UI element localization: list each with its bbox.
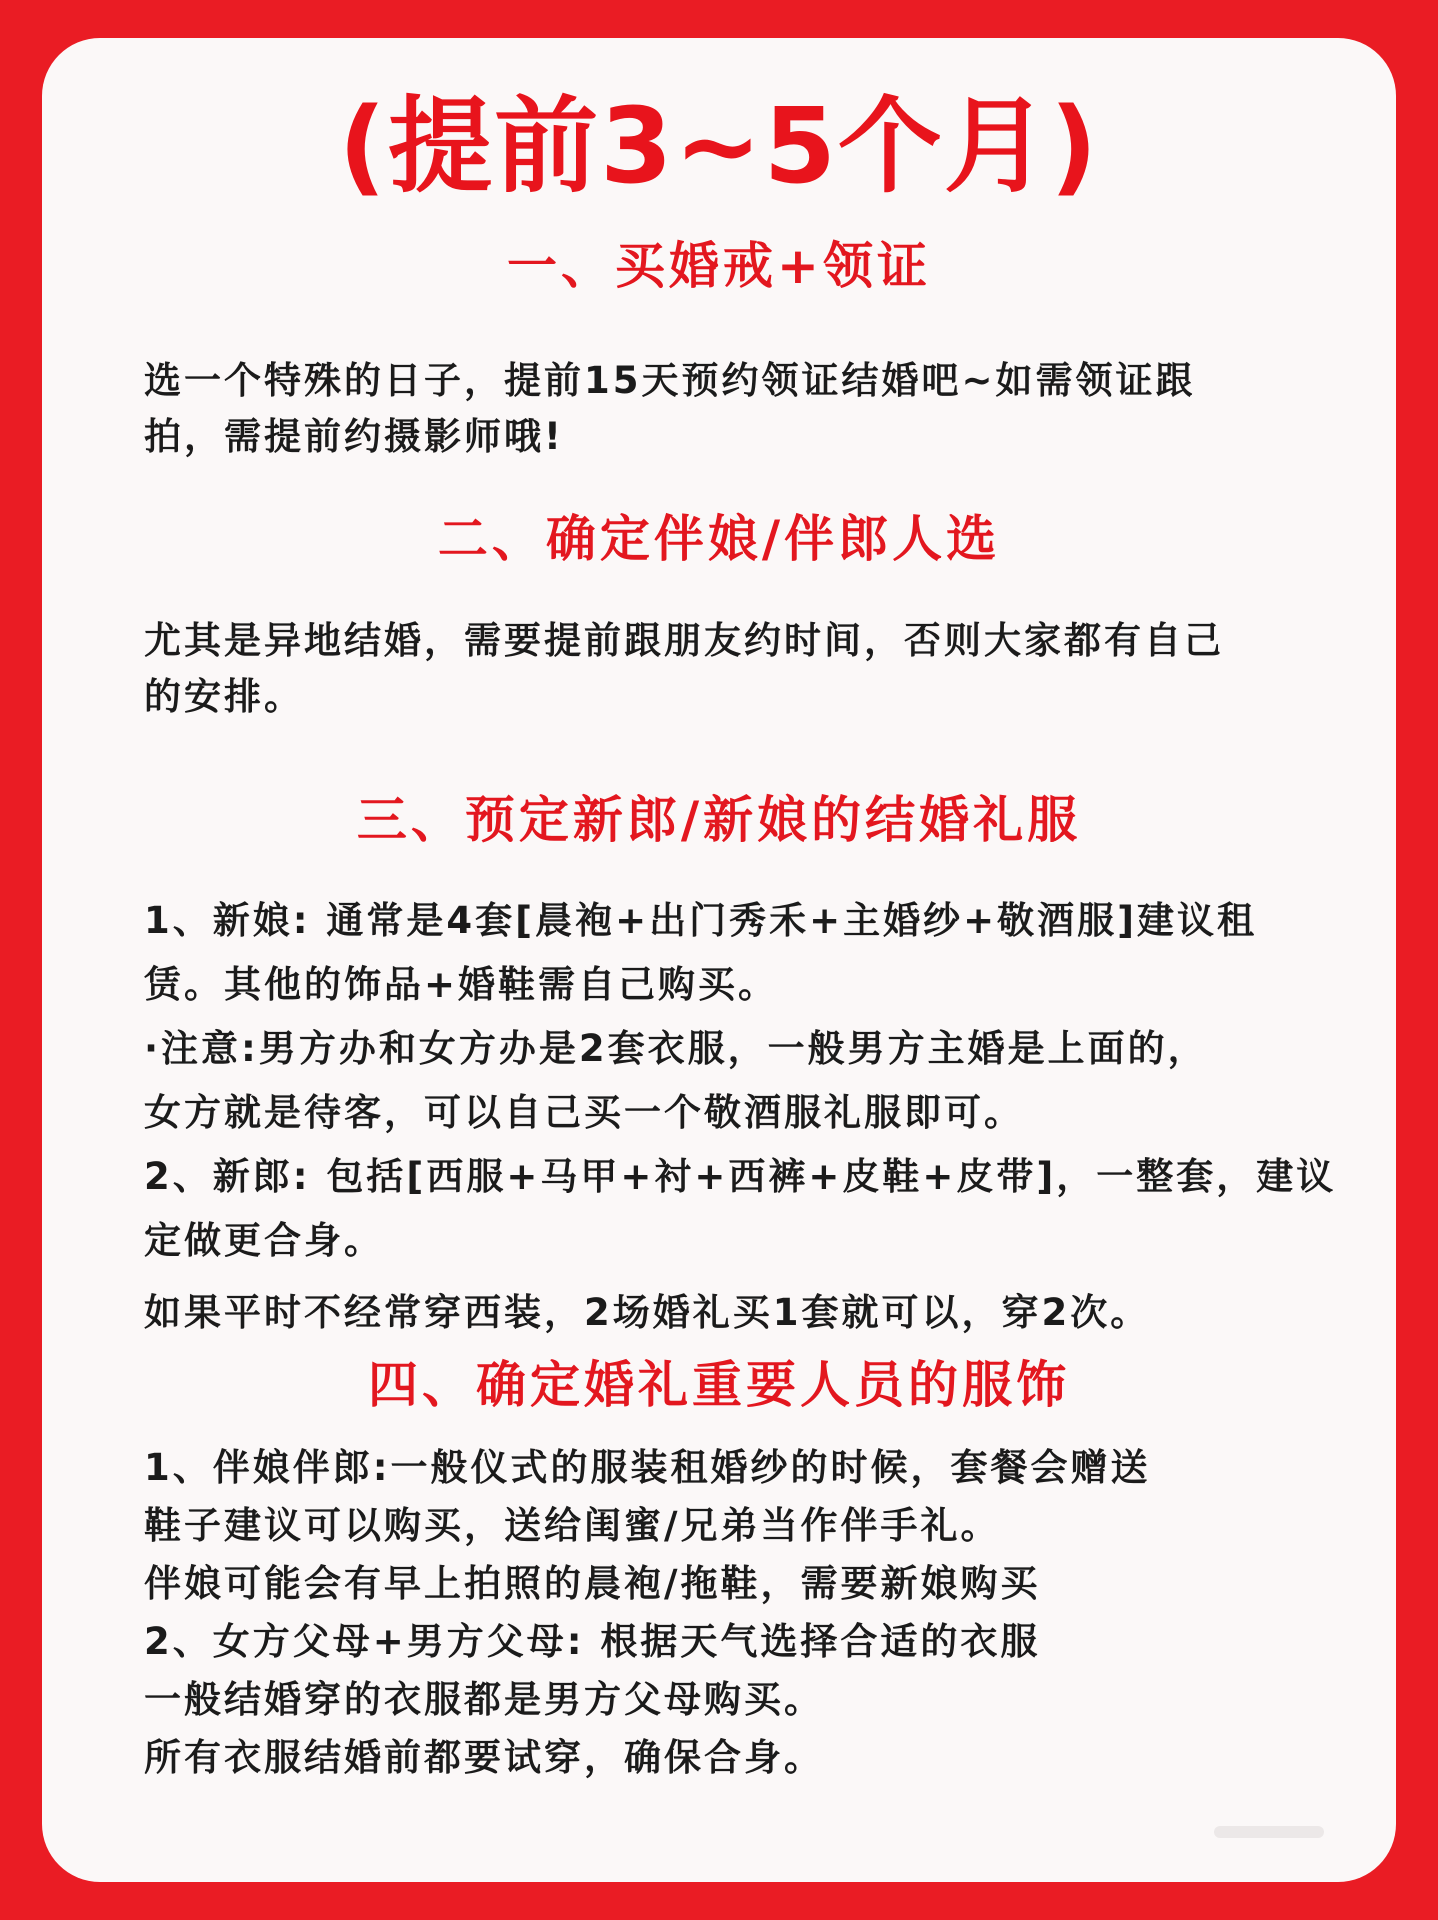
section-4-line-1: 1、伴娘伴郎:一般仪式的服装租婚纱的时候，套餐会赠送: [144, 1446, 1151, 1489]
section-heading-key-people-attire: 四、确定婚礼重要人员的服饰: [368, 1356, 1070, 1414]
section-3-line-7: 如果平时不经常穿西装，2场婚礼买1套就可以，穿2次。: [144, 1291, 1151, 1334]
section-2-line-2: 的安排。: [144, 675, 304, 718]
document-card: [42, 38, 1396, 1882]
section-heading-bridesmaids-groomsmen: 二、确定伴娘/伴郎人选: [437, 510, 1001, 568]
section-4-line-2: 鞋子建议可以购买，送给闺蜜/兄弟当作伴手礼。: [144, 1504, 1001, 1547]
faded-watermark-mark: [1214, 1826, 1324, 1838]
section-3-line-4: 女方就是待客，可以自己买一个敬酒服礼服即可。: [144, 1091, 1024, 1134]
page-title: (提前3~5个月): [338, 85, 1100, 207]
section-4-line-3: 伴娘可能会有早上拍照的晨袍/拖鞋，需要新娘购买: [144, 1562, 1041, 1605]
section-3-line-5: 2、新郎: 包括[西服+马甲+衬+西裤+皮鞋+皮带]，一整套，建议: [144, 1155, 1337, 1198]
section-4-line-6: 所有衣服结婚前都要试穿，确保合身。: [144, 1736, 824, 1779]
section-4-line-4: 2、女方父母+男方父母: 根据天气选择合适的衣服: [144, 1620, 1041, 1663]
section-3-line-1: 1、新娘: 通常是4套[晨袍+出门秀禾+主婚纱+敬酒服]建议租: [144, 899, 1257, 942]
section-heading-rings-license: 一、买婚戒+领证: [507, 237, 931, 295]
section-3-line-3: ·注意:男方办和女方办是2套衣服，一般男方主婚是上面的，: [144, 1027, 1208, 1070]
section-heading-wedding-attire: 三、预定新郎/新娘的结婚礼服: [356, 791, 1082, 849]
section-1-line-2: 拍，需提前约摄影师哦!: [144, 415, 564, 458]
section-3-line-6: 定做更合身。: [144, 1219, 384, 1262]
section-4-line-5: 一般结婚穿的衣服都是男方父母购买。: [144, 1678, 824, 1721]
section-1-line-1: 选一个特殊的日子，提前15天预约领证结婚吧~如需领证跟: [144, 359, 1196, 402]
section-3-line-2: 赁。其他的饰品+婚鞋需自己购买。: [144, 963, 779, 1006]
section-2-line-1: 尤其是异地结婚，需要提前跟朋友约时间，否则大家都有自己: [144, 619, 1224, 662]
